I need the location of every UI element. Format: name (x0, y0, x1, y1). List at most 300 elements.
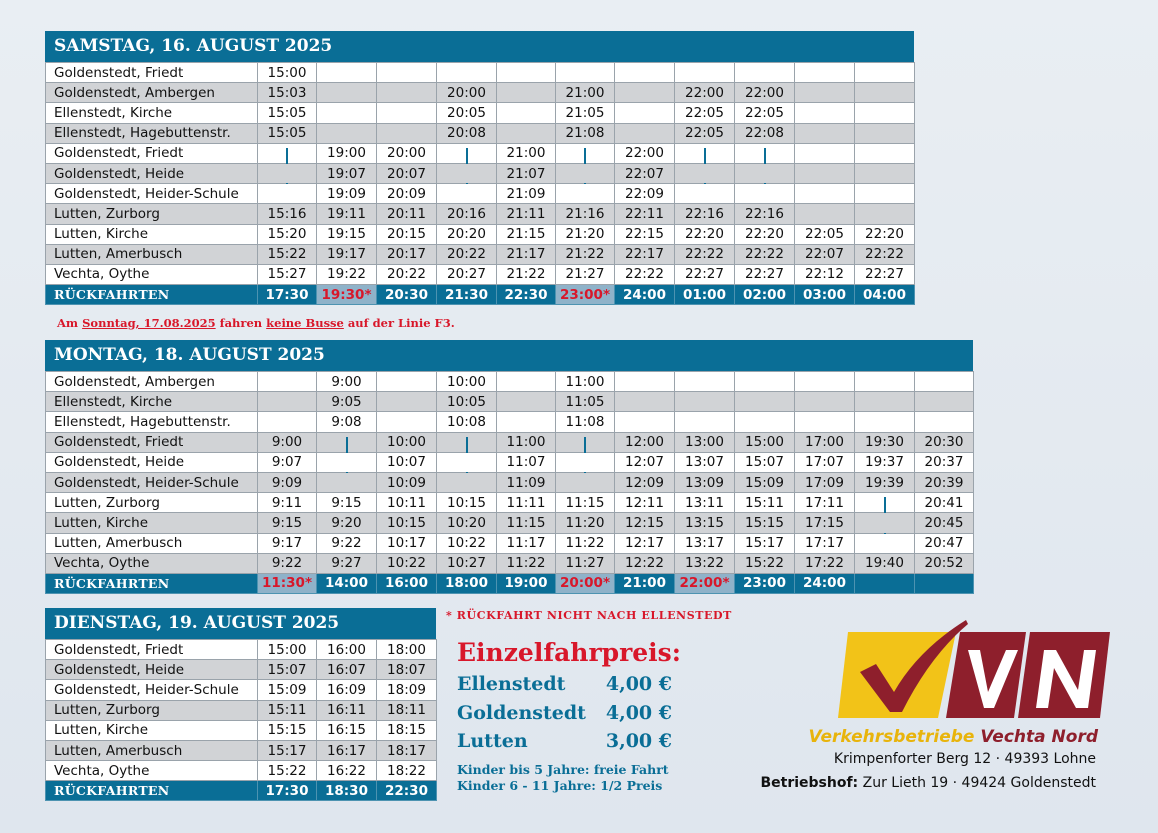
departure-time: 22:22 (675, 244, 735, 264)
departure-time: 20:16 (437, 204, 497, 224)
departure-time: 9:22 (258, 553, 317, 573)
departure-time: 9:07 (258, 452, 317, 472)
departure-time: 12:15 (615, 513, 675, 533)
departure-time (258, 143, 317, 163)
departure-time: 22:08 (735, 123, 795, 143)
departure-time: 9:11 (258, 493, 317, 513)
departure-time: 22:05 (675, 123, 735, 143)
departure-time: 21:09 (497, 184, 556, 204)
departure-time (855, 63, 915, 83)
monday-table (45, 371, 974, 594)
table-row (46, 640, 437, 660)
departure-time: 15:07 (258, 660, 317, 680)
departure-time: 15:22 (258, 244, 317, 264)
departure-time: 9:15 (258, 513, 317, 533)
departure-time: 22:07 (795, 244, 855, 264)
departure-time: 15:00 (258, 63, 317, 83)
company-name (800, 727, 1098, 747)
departure-time: 18:22 (377, 761, 437, 781)
departure-time (497, 372, 556, 392)
table-row (46, 533, 974, 553)
departure-time: 22:00 (675, 83, 735, 103)
departure-time: 20:39 (915, 472, 974, 492)
departure-time: 11:09 (497, 472, 556, 492)
departure-time (675, 184, 735, 204)
departure-time (735, 63, 795, 83)
departure-time: 18:09 (377, 680, 437, 700)
departure-time: 22:20 (735, 224, 795, 244)
departure-time: 22:16 (675, 204, 735, 224)
departure-time: 20:47 (915, 533, 974, 553)
departure-time (855, 493, 915, 513)
departure-time (915, 412, 974, 432)
departure-time: 15:27 (258, 264, 317, 284)
departure-time (735, 184, 795, 204)
return-time: 11:30* (258, 573, 317, 593)
departure-time: 19:30 (855, 432, 915, 452)
departure-time: 12:07 (615, 452, 675, 472)
departure-time (437, 63, 497, 83)
price-place: Lutten (457, 730, 528, 752)
departure-time (497, 392, 556, 412)
depot-address-text: Zur Lieth 19 · 49424 Goldenstedt (858, 775, 1096, 791)
return-time: 04:00 (855, 285, 915, 305)
return-time: 20:00* (556, 573, 615, 593)
departure-time: 20:41 (915, 493, 974, 513)
departure-time: 10:17 (377, 533, 437, 553)
departure-time: 21:00 (497, 143, 556, 163)
departure-time (497, 63, 556, 83)
departure-time: 17:15 (795, 513, 855, 533)
departure-time: 10:15 (377, 513, 437, 533)
return-time (915, 573, 974, 593)
departure-time (317, 432, 377, 452)
return-time: 03:00 (795, 285, 855, 305)
departure-time: 13:00 (675, 432, 735, 452)
departure-time (615, 372, 675, 392)
departure-time: 17:09 (795, 472, 855, 492)
departure-time: 20:00 (437, 83, 497, 103)
departure-time (377, 83, 437, 103)
departure-time (377, 372, 437, 392)
departure-time: 15:11 (735, 493, 795, 513)
stop-name: Vechta, Oythe (46, 553, 258, 573)
stop-name: Goldenstedt, Ambergen (46, 83, 258, 103)
price-title: Einzelfahrpreis: (457, 638, 681, 667)
departure-time: 22:20 (855, 224, 915, 244)
departure-time: 15:00 (258, 640, 317, 660)
price-row-ellenstedt (457, 673, 672, 695)
table-row (46, 264, 915, 284)
departure-time (615, 412, 675, 432)
stop-name: Goldenstedt, Ambergen (46, 372, 258, 392)
company-name-part2: Vechta Nord (980, 727, 1098, 747)
departure-time: 21:27 (556, 264, 615, 284)
stop-name: Lutten, Zurborg (46, 204, 258, 224)
departure-time: 15:09 (735, 472, 795, 492)
departure-time: 16:09 (317, 680, 377, 700)
departure-time: 9:08 (317, 412, 377, 432)
departure-time (795, 392, 855, 412)
departure-time: 18:17 (377, 740, 437, 760)
departure-time: 13:22 (675, 553, 735, 573)
departure-time (915, 372, 974, 392)
departure-time (556, 472, 615, 492)
departure-time: 15:20 (258, 224, 317, 244)
departure-time: 19:11 (317, 204, 377, 224)
departure-time: 20:11 (377, 204, 437, 224)
departure-time: 20:30 (915, 432, 974, 452)
monday-timetable (45, 340, 974, 594)
departure-time: 17:00 (795, 432, 855, 452)
departure-time: 19:07 (317, 163, 377, 183)
departure-time: 12:22 (615, 553, 675, 573)
return-time: 23:00* (556, 285, 615, 305)
departure-time: 16:07 (317, 660, 377, 680)
departure-time: 15:16 (258, 204, 317, 224)
stop-name: Lutten, Amerbusch (46, 740, 258, 760)
departure-time: 22:11 (615, 204, 675, 224)
departure-time: 16:22 (317, 761, 377, 781)
price-place: Ellenstedt (457, 673, 566, 695)
departure-time: 11:22 (556, 533, 615, 553)
depot-address (756, 775, 1096, 791)
departure-time: 11:08 (556, 412, 615, 432)
departure-time (556, 432, 615, 452)
departure-time (437, 432, 497, 452)
departure-time: 11:20 (556, 513, 615, 533)
price-value: 4,00 € (605, 673, 672, 695)
departure-time (317, 103, 377, 123)
departure-time (437, 163, 497, 183)
departure-time (258, 412, 317, 432)
departure-time (855, 123, 915, 143)
departure-time: 16:17 (317, 740, 377, 760)
departure-time (675, 163, 735, 183)
departure-time: 18:11 (377, 700, 437, 720)
departure-time: 16:11 (317, 700, 377, 720)
departure-time: 11:27 (556, 553, 615, 573)
departure-time: 22:27 (735, 264, 795, 284)
departure-time: 15:03 (258, 83, 317, 103)
stop-name: Goldenstedt, Friedt (46, 432, 258, 452)
return-time (855, 573, 915, 593)
departure-time (615, 103, 675, 123)
departure-time (855, 533, 915, 553)
return-time: 17:30 (258, 285, 317, 305)
stop-name: Goldenstedt, Heide (46, 163, 258, 183)
departure-time: 19:17 (317, 244, 377, 264)
stop-name: Goldenstedt, Heider-Schule (46, 184, 258, 204)
return-time: 19:00 (497, 573, 556, 593)
departure-time (855, 513, 915, 533)
departure-time: 12:11 (615, 493, 675, 513)
stop-name: Ellenstedt, Kirche (46, 103, 258, 123)
departure-time (497, 123, 556, 143)
departure-time (377, 412, 437, 432)
departure-time: 19:09 (317, 184, 377, 204)
departure-time: 20:07 (377, 163, 437, 183)
monday-title: MONTAG, 18. AUGUST 2025 (45, 340, 973, 371)
departure-time (795, 372, 855, 392)
saturday-timetable (45, 31, 915, 305)
departure-time: 15:09 (258, 680, 317, 700)
departure-time (915, 392, 974, 412)
departure-time: 17:22 (795, 553, 855, 573)
return-label: RÜCKFAHRTEN (46, 781, 258, 801)
departure-time (377, 103, 437, 123)
departure-time: 11:17 (497, 533, 556, 553)
departure-time (795, 143, 855, 163)
departure-time: 15:11 (258, 700, 317, 720)
departure-time: 10:20 (437, 513, 497, 533)
return-time: 16:00 (377, 573, 437, 593)
return-time: 20:30 (377, 285, 437, 305)
table-row (46, 740, 437, 760)
departure-time: 10:22 (377, 553, 437, 573)
departure-time: 11:22 (497, 553, 556, 573)
return-time: 17:30 (258, 781, 317, 801)
departure-time (675, 392, 735, 412)
departure-time: 11:07 (497, 452, 556, 472)
departure-time: 17:11 (795, 493, 855, 513)
departure-time: 15:07 (735, 452, 795, 472)
departure-time (377, 123, 437, 143)
departure-time (317, 123, 377, 143)
table-row (46, 392, 974, 412)
departure-time: 9:00 (258, 432, 317, 452)
departure-time: 22:00 (735, 83, 795, 103)
departure-time: 20:20 (437, 224, 497, 244)
departure-time: 13:09 (675, 472, 735, 492)
departure-time: 20:37 (915, 452, 974, 472)
departure-time: 10:15 (437, 493, 497, 513)
departure-time: 22:12 (795, 264, 855, 284)
departure-time (258, 372, 317, 392)
tuesday-timetable (45, 608, 437, 801)
departure-time (735, 412, 795, 432)
stop-name: Goldenstedt, Friedt (46, 143, 258, 163)
departure-time (735, 372, 795, 392)
departure-time (556, 63, 615, 83)
departure-time: 13:07 (675, 452, 735, 472)
departure-time: 9:15 (317, 493, 377, 513)
departure-time: 21:08 (556, 123, 615, 143)
departure-time (497, 412, 556, 432)
table-row (46, 412, 974, 432)
departure-time: 22:22 (615, 264, 675, 284)
vn-logo (838, 620, 1110, 730)
departure-time: 22:07 (615, 163, 675, 183)
stop-name: Lutten, Amerbusch (46, 533, 258, 553)
departure-time (675, 372, 735, 392)
stop-name: Goldenstedt, Heide (46, 452, 258, 472)
departure-time: 19:00 (317, 143, 377, 163)
departure-time (437, 143, 497, 163)
table-row (46, 204, 915, 224)
note-prefix: Am (57, 316, 83, 330)
departure-time: 12:17 (615, 533, 675, 553)
return-label: RÜCKFAHRTEN (46, 285, 258, 305)
departure-time: 18:07 (377, 660, 437, 680)
departure-time: 21:22 (556, 244, 615, 264)
table-row (46, 372, 974, 392)
sunday-note (57, 316, 455, 330)
table-row (46, 452, 974, 472)
price-value: 3,00 € (605, 730, 672, 752)
departure-time (855, 412, 915, 432)
departure-time: 22:05 (795, 224, 855, 244)
stop-name: Ellenstedt, Hagebuttenstr. (46, 412, 258, 432)
departure-time: 22:20 (675, 224, 735, 244)
return-time: 23:00 (735, 573, 795, 593)
saturday-title: SAMSTAG, 16. AUGUST 2025 (45, 31, 914, 62)
stop-name: Goldenstedt, Heide (46, 660, 258, 680)
table-row (46, 553, 974, 573)
depot-label: Betriebshof: (760, 775, 859, 791)
table-row (46, 432, 974, 452)
departure-time (855, 83, 915, 103)
departure-time: 16:00 (317, 640, 377, 660)
return-time: 22:00* (675, 573, 735, 593)
departure-time: 11:00 (556, 372, 615, 392)
departure-time: 20:00 (377, 143, 437, 163)
return-time: 19:30* (317, 285, 377, 305)
departure-time (675, 143, 735, 163)
stop-name: Vechta, Oythe (46, 761, 258, 781)
departure-time (615, 123, 675, 143)
departure-time (317, 83, 377, 103)
kids-note-1: Kinder bis 5 Jahre: freie Fahrt (457, 762, 669, 777)
departure-time: 21:20 (556, 224, 615, 244)
departure-time: 19:40 (855, 553, 915, 573)
departure-time: 13:17 (675, 533, 735, 553)
return-time: 24:00 (795, 573, 855, 593)
departure-time: 21:11 (497, 204, 556, 224)
departure-time: 10:00 (377, 432, 437, 452)
departure-time: 10:00 (437, 372, 497, 392)
stop-name: Lutten, Kirche (46, 720, 258, 740)
departure-time: 10:27 (437, 553, 497, 573)
departure-time: 15:22 (735, 553, 795, 573)
departure-time (497, 83, 556, 103)
stop-name: Goldenstedt, Heider-Schule (46, 472, 258, 492)
departure-time: 20:52 (915, 553, 974, 573)
departure-time (795, 123, 855, 143)
departure-time: 15:15 (735, 513, 795, 533)
table-row (46, 244, 915, 264)
stop-name: Lutten, Kirche (46, 224, 258, 244)
stop-name: Goldenstedt, Friedt (46, 640, 258, 660)
return-time: 18:30 (317, 781, 377, 801)
note-emph: keine Busse (266, 316, 344, 330)
tuesday-title: DIENSTAG, 19. AUGUST 2025 (45, 608, 436, 639)
return-time: 22:30 (377, 781, 437, 801)
departure-time: 22:17 (615, 244, 675, 264)
departure-time: 11:05 (556, 392, 615, 412)
departure-time: 13:15 (675, 513, 735, 533)
departure-time: 10:09 (377, 472, 437, 492)
table-row (46, 472, 974, 492)
price-row-lutten (457, 730, 672, 752)
departure-time: 22:27 (855, 264, 915, 284)
departure-time: 21:07 (497, 163, 556, 183)
return-time: 21:00 (615, 573, 675, 593)
departure-time (855, 392, 915, 412)
return-row (46, 573, 974, 593)
departure-time: 20:22 (377, 264, 437, 284)
departure-time: 17:17 (795, 533, 855, 553)
stop-name: Vechta, Oythe (46, 264, 258, 284)
return-row (46, 285, 915, 305)
departure-time: 20:05 (437, 103, 497, 123)
stop-name: Lutten, Zurborg (46, 700, 258, 720)
departure-time: 18:00 (377, 640, 437, 660)
departure-time (437, 452, 497, 472)
departure-time: 9:00 (317, 372, 377, 392)
departure-time: 19:39 (855, 472, 915, 492)
departure-time (675, 63, 735, 83)
departure-time: 20:15 (377, 224, 437, 244)
tuesday-table (45, 639, 437, 801)
departure-time (615, 63, 675, 83)
departure-time: 19:15 (317, 224, 377, 244)
departure-time: 21:05 (556, 103, 615, 123)
departure-time: 9:27 (317, 553, 377, 573)
departure-time: 21:22 (497, 264, 556, 284)
departure-time: 10:11 (377, 493, 437, 513)
departure-time: 21:16 (556, 204, 615, 224)
departure-time (258, 392, 317, 412)
stop-name: Goldenstedt, Heider-Schule (46, 680, 258, 700)
departure-time: 15:15 (258, 720, 317, 740)
departure-time: 20:22 (437, 244, 497, 264)
table-row (46, 123, 915, 143)
departure-time: 18:15 (377, 720, 437, 740)
departure-time: 15:00 (735, 432, 795, 452)
departure-time (855, 184, 915, 204)
saturday-table (45, 62, 915, 305)
departure-time: 22:22 (735, 244, 795, 264)
kids-note-2: Kinder 6 - 11 Jahre: 1/2 Preis (457, 778, 663, 793)
table-row (46, 680, 437, 700)
departure-time (795, 412, 855, 432)
departure-time: 11:00 (497, 432, 556, 452)
departure-time: 10:08 (437, 412, 497, 432)
departure-time: 15:17 (735, 533, 795, 553)
table-row (46, 700, 437, 720)
departure-time: 22:16 (735, 204, 795, 224)
note-date: Sonntag, 17.08.2025 (82, 316, 216, 330)
departure-time: 21:00 (556, 83, 615, 103)
departure-time (437, 472, 497, 492)
departure-time: 17:07 (795, 452, 855, 472)
departure-time: 22:05 (675, 103, 735, 123)
departure-time: 12:00 (615, 432, 675, 452)
departure-time: 20:08 (437, 123, 497, 143)
departure-time: 20:45 (915, 513, 974, 533)
table-row (46, 103, 915, 123)
departure-time (795, 204, 855, 224)
stop-name: Lutten, Amerbusch (46, 244, 258, 264)
departure-time (795, 63, 855, 83)
departure-time: 15:22 (258, 761, 317, 781)
stop-name: Ellenstedt, Kirche (46, 392, 258, 412)
departure-time (615, 83, 675, 103)
departure-time: 15:05 (258, 103, 317, 123)
return-time: 21:30 (437, 285, 497, 305)
return-time: 22:30 (497, 285, 556, 305)
